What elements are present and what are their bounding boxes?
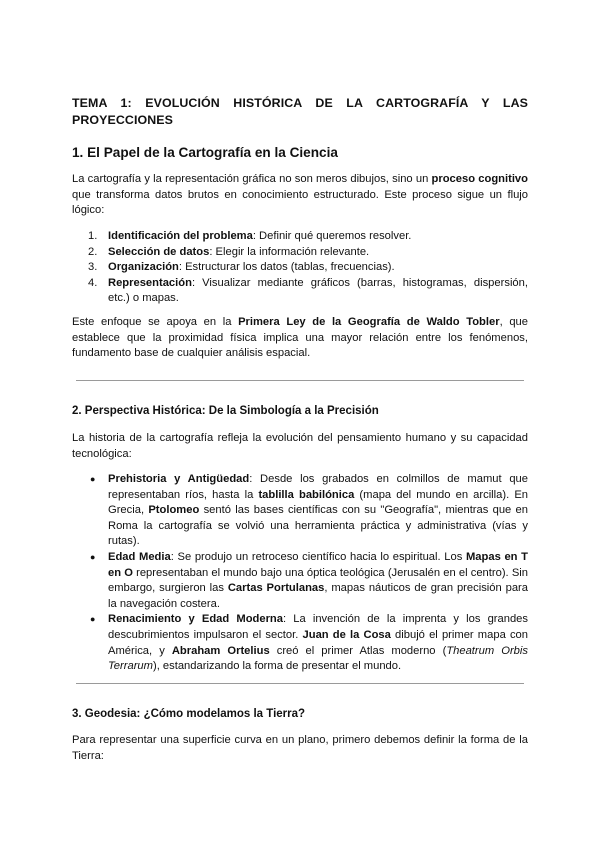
document-title: TEMA 1: EVOLUCIÓN HISTÓRICA DE LA CARTOGRAFÍA Y LAS PROYECCIONES: [72, 96, 528, 127]
horizontal-divider: [76, 380, 524, 381]
list-item: ● Prehistoria y Antigüedad: Desde los grabados en colmillos de mamut que representaban ríos, hasta la tablilla babilónica (mapa del mundo en arcilla). En Grecia, Ptolomeo sentó las bases científicas con su "Geografía", mientras que en Roma la cartografía se volvió una herramienta práctica y administrativa (vías y rutas).: [90, 473, 529, 548]
list-item: 1. Identificación del problema: Definir qué queremos resolver.: [88, 230, 412, 242]
list-item: 4. Representación: Visualizar mediante gráficos (barras, histogramas, dispersión, etc.) o mapas.: [88, 276, 528, 305]
horizontal-divider: [76, 683, 524, 684]
bullet-icon: ●: [90, 474, 96, 484]
section-1-heading: 1. El Papel de la Cartografía en la Ciencia: [72, 145, 338, 160]
process-steps-list: [72, 229, 528, 307]
history-bullet-list: [72, 472, 528, 675]
bullet-icon: ●: [90, 551, 96, 562]
bullet-icon: ●: [90, 614, 96, 625]
list-item: 2. Selección de datos: Elegir la información relevante.: [88, 245, 370, 258]
section-3-intro: Para representar una superficie curva en un plano, primero debemos definir la forma de la Tierra:: [72, 734, 528, 762]
section-1-intro: La cartografía y la representación gráfica no son meros dibujos, sino un proceso cognitivo que transforma datos brutos en conocimiento estructurado. Este proceso sigue un flujo lógico:: [72, 173, 528, 217]
section-3-heading: 3. Geodesia: ¿Cómo modelamos la Tierra?: [72, 708, 306, 720]
list-item: ● Edad Media: Se produjo un retroceso científico hacia lo espiritual. Los Mapas en T en O representaban el mundo bajo una óptica teológica (Jerusalén en el centro). Sin embargo, surgieron las Cartas Portulanas, mapas náuticos de gran precisión para la navegación costera.: [90, 550, 529, 610]
section-1-closing: Este enfoque se apoya en la Primera Ley de la Geografía de Waldo Tobler, que establece que la proximidad física implica una mayor relación entre los fenómenos, fundamento base de cualquier análisis espacial.: [72, 316, 528, 360]
list-item: ● Renacimiento y Edad Moderna: La invención de la imprenta y los grandes descubrimientos impulsaron el sector. Juan de la Cosa dibujó el primer mapa con América, y Abraham Ortelius creó el primer Atlas moderno (Theatrum Orbis Terrarum), estandarizando la forma de presentar el mundo.: [90, 613, 528, 673]
list-item: 3. Organización: Estructurar los datos (tablas, frecuencias).: [88, 261, 395, 274]
section-2-heading: 2. Perspectiva Histórica: De la Simbología a la Precisión: [72, 405, 379, 417]
section-2-intro: La historia de la cartografía refleja la evolución del pensamiento humano y su capacidad tecnológica:: [72, 432, 528, 460]
